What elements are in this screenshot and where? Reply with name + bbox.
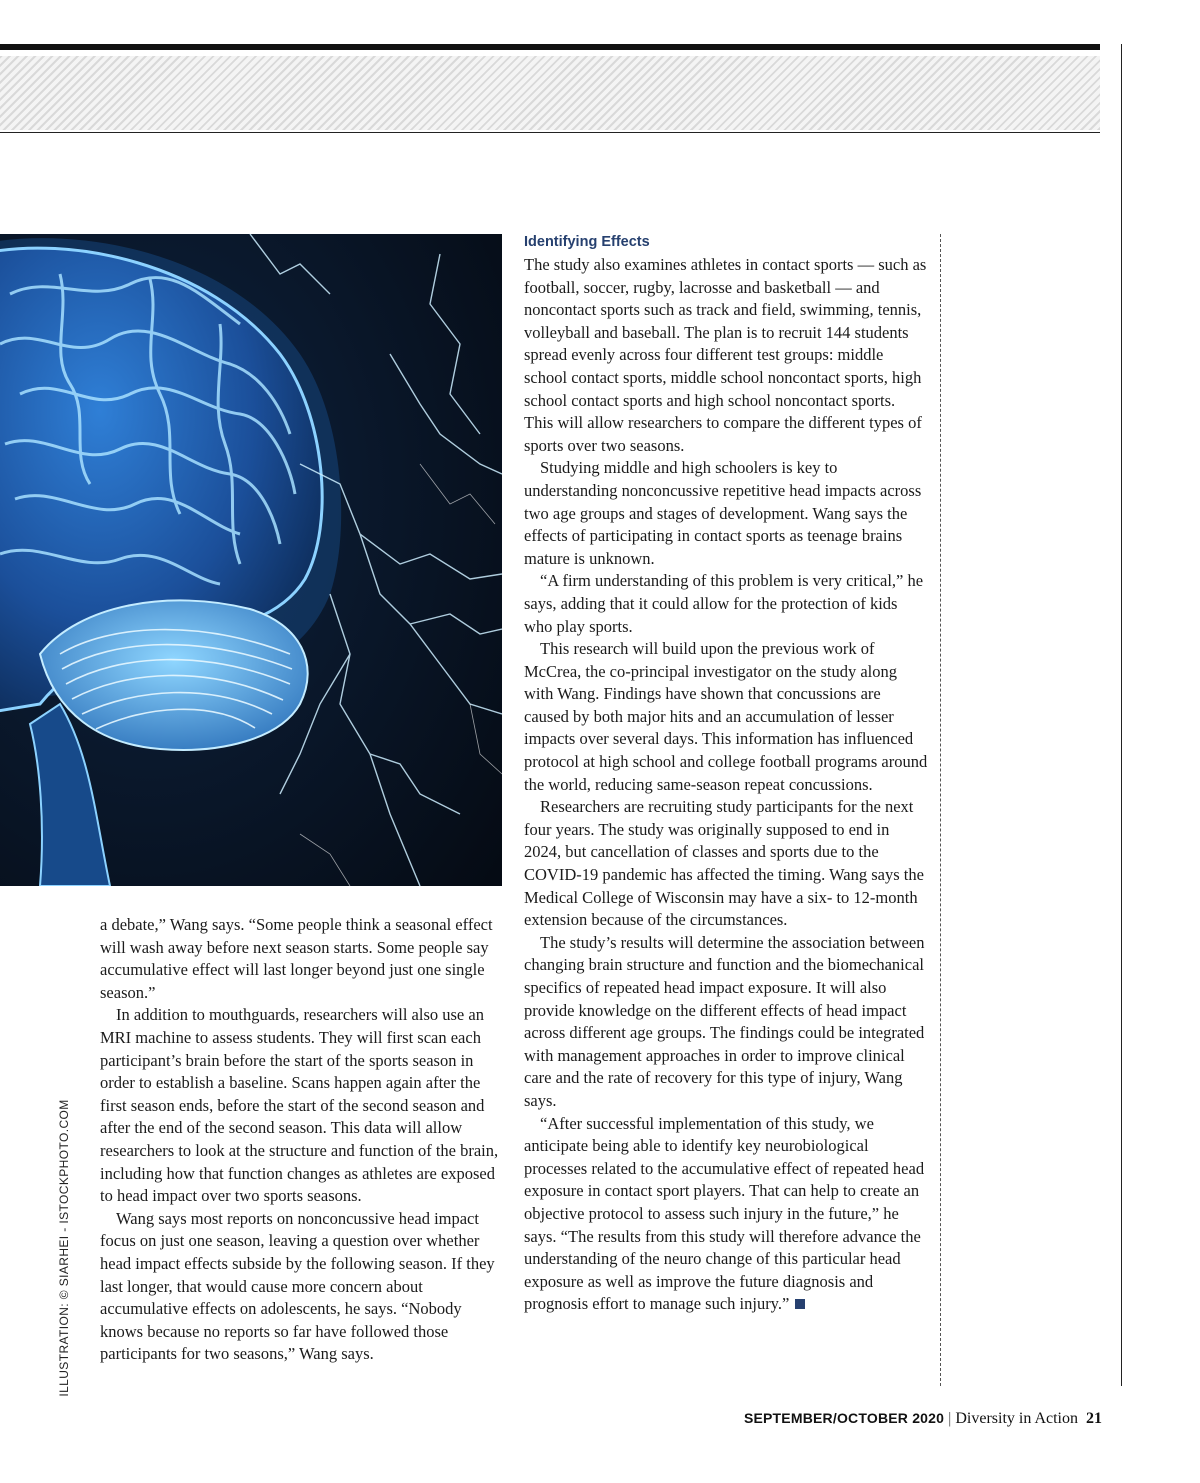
end-of-article-mark <box>795 1299 805 1309</box>
paragraph: a debate,” Wang says. “Some people think a seasonal effect will wash away before next season starts. Some people say accumulative effect will last longer beyond just one single season.” <box>100 915 493 1002</box>
paragraph: The study’s results will determine the association between changing brain structure and function and the biomechanical specifics of repeated head impact exposure. It will also provide knowledge on the different effects of head impact across different age groups. The findings could be integrated with management approaches in order to improve clinical care and the rate of recovery for this type of injury, Wang says. <box>524 932 925 1110</box>
paragraph-text: “After successful implementation of this study, we anticipate being able to identify key neurobiological processes related to the accumulative effect of repeated head exposure in contact sport players. That can help to create an objective protocol to assess such injury in the future,” he says. “The results from this study will therefore advance the understanding of the neuro change of this particular head exposure as well as improve the future diagnosis and prognosis effort to manage such injury.” <box>524 1113 925 1314</box>
issue-date: SEPTEMBER/OCTOBER 2020 <box>743 1410 945 1426</box>
paragraph: Wang says most reports on nonconcussive head impact focus on just one season, leaving a question over whether head impact effects subside by the following season. If they last longer, that would cause more concern about accumulative effects on adolescents, he says. “Nobody knows because no reports so far have followed those participants for two seasons,” Wang says. <box>100 1208 495 1364</box>
brain-illustration <box>0 234 502 886</box>
article-column-right <box>524 232 928 1316</box>
paragraph: This research will build upon the previous work of McCrea, the co-principal investigator on the study along with Wang. Findings have shown that concussions are caused by both major hits and an accumulation of lesser impacts over several days. This information has influenced protocol at high school and college football programs around the world, reducing same-season repeat concussions. <box>524 639 928 794</box>
footer-separator: | <box>948 1410 952 1427</box>
column-divider <box>940 234 941 1386</box>
final-paragraph <box>524 1113 928 1316</box>
paragraph: In addition to mouthguards, researchers will also use an MRI machine to assess students. They will first scan each participant’s brain before the start of the sports season in order to establish a baseline. Scans happen again after the first season ends, before the start of the second season and after the end of the second season. This data will allow researchers to look at the structure and function of the brain, including how that function changes as athletes are exposed to head impact over two sports seasons. <box>100 1005 499 1206</box>
credit-text: ILLUSTRATION: © SIARHEI - ISTOCKPHOTO.COM <box>57 1099 71 1397</box>
publication-name: Diversity in Action <box>955 1410 1078 1427</box>
page-edge-rule <box>1121 44 1122 1386</box>
article-column-left <box>100 914 502 1366</box>
page-footer <box>744 1410 1102 1428</box>
paragraph: Researchers are recruiting study participants for the next four years. The study was originally supposed to end in 2024, but cancellation of classes and sports due to the COVID-19 pandemic has affected the timing. Wang says the Medical College of Wisconsin may have a six- to 12-month extension because of the circumstances. <box>524 797 924 930</box>
paragraph: Studying middle and high schoolers is key to understanding nonconcussive repetitive head impacts across two age groups and stages of development. Wang says the effects of participating in contact sports as teenage brains mature is unknown. <box>524 458 922 568</box>
hatched-banner <box>0 56 1100 130</box>
paragraph: “A firm understanding of this problem is very critical,” he says, adding that it could allow for the protection of kids who play sports. <box>524 571 924 636</box>
top-rule <box>0 44 1100 50</box>
section-subhead: Identifying Effects <box>524 234 650 250</box>
page-number: 21 <box>1086 1410 1102 1427</box>
paragraph: The study also examines athletes in contact sports — such as football, soccer, rugby, lacrosse and basketball — and noncontact sports such as track and field, swimming, tennis, volleyball and baseball. The plan is to recruit 144 students spread evenly across four different test groups: middle school contact sports, middle school noncontact sports, high school contact sports and high school noncontact sports. This will allow researchers to compare the different types of sports over two seasons. <box>524 255 927 455</box>
banner-rule <box>0 132 1100 133</box>
